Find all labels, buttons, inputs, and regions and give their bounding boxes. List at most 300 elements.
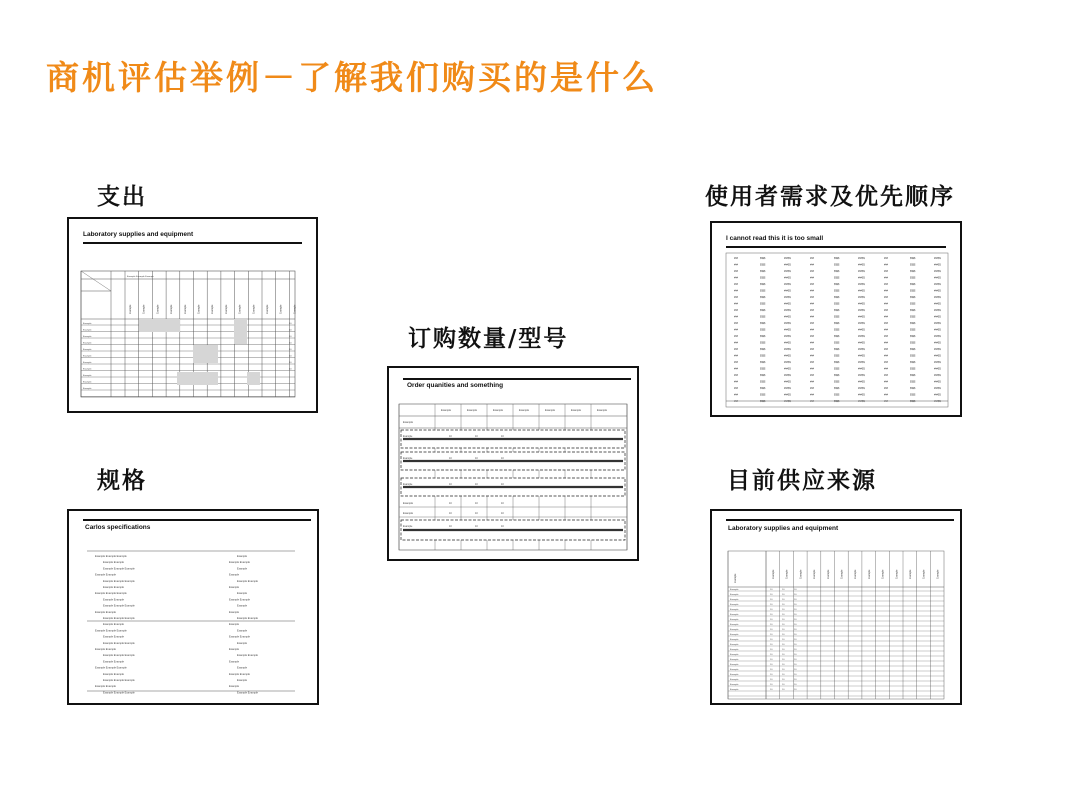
table-cell-text: $$$$: [834, 315, 840, 319]
table-cell-text: 10: [782, 614, 785, 617]
table-cell-text: ###: [734, 341, 738, 345]
table-cell-text: Example Example Example: [103, 567, 135, 571]
table-cell-text: ###$$: [858, 328, 865, 332]
table-cell-text: ###$$: [858, 361, 865, 364]
table-cell-text: $$$$: [760, 263, 766, 267]
table-cell-text: 10: [501, 512, 504, 515]
table-cell-text: Example: [183, 304, 187, 314]
shaded-cell: [177, 372, 218, 385]
table-cell-text: $$$$: [910, 315, 916, 319]
table-cell-text: Example: [730, 659, 739, 662]
table-cell-text: $$$$: [910, 263, 916, 267]
table-cell-text: Example: [730, 669, 739, 672]
table-cell-text: 10: [794, 589, 797, 592]
table-cell-text: Example: [83, 381, 92, 384]
table-cell-text: Example: [229, 660, 240, 664]
table-line: [81, 271, 111, 291]
table-cell-text: Example: [83, 329, 92, 332]
table-cell-text: Example: [730, 619, 739, 622]
slide-title: 商机评估举例－了解我们购买的是什么: [46, 58, 658, 97]
table-cell-text: $$$$: [834, 387, 840, 390]
table-cell-text: Example Example: [103, 635, 124, 639]
table-cell-text: Example Example: [237, 617, 258, 620]
table-cell-text: ###$$: [934, 309, 941, 312]
table-cell-text: 10: [501, 502, 504, 505]
table-cell-text: ###$$: [858, 335, 865, 338]
sources-thumbnail-title: Laboratory supplies and equipment: [728, 525, 839, 532]
table-cell-text: Example: [129, 304, 132, 314]
table-cell-text: ###: [734, 309, 738, 312]
table-cell-text: 10: [770, 629, 773, 632]
table-cell-text: 10: [770, 654, 773, 657]
table-cell-text: 10: [501, 483, 504, 486]
table-cell-text: Example: [403, 483, 413, 486]
table-cell-text: Example: [730, 599, 739, 602]
table-cell-text: ###$$: [858, 393, 865, 397]
table-cell-text: 10: [289, 329, 292, 332]
table-cell-text: 10: [794, 634, 797, 637]
label-user-needs: 使用者需求及优先顺序: [705, 183, 955, 210]
table-cell-text: ###: [734, 335, 738, 338]
table-cell-text: Example Example Example: [95, 592, 127, 596]
table-cell-text: ###: [810, 400, 814, 403]
table-cell-text: 10: [782, 599, 785, 602]
table-cell-text: 10: [770, 614, 773, 617]
table-cell-text: ###: [810, 289, 814, 293]
table-cell-text: 10: [501, 457, 504, 460]
table-cell-text: ###$$: [934, 400, 941, 403]
table-cell-text: 10: [794, 689, 797, 692]
table-cell-text: ###$$: [858, 354, 865, 358]
table-cell-text: ###: [734, 367, 738, 371]
table-cell-text: ###: [810, 322, 814, 325]
table-cell-text: 10: [794, 654, 797, 657]
table-cell-text: Example: [238, 304, 242, 314]
table-cell-text: ###: [810, 263, 814, 267]
table-cell-text: ###$$: [858, 296, 865, 299]
table-cell-text: 10: [794, 684, 797, 687]
table-cell-text: Example Example: [229, 598, 250, 602]
table-cell-text: ###$$: [934, 348, 941, 351]
table-cell-text: 10: [770, 684, 773, 687]
table-cell-text: ###: [884, 257, 888, 260]
table-cell-text: Example Example: [95, 610, 116, 614]
table-cell-text: Example: [83, 388, 92, 390]
table-cell-text: ###$$: [784, 367, 791, 371]
table-cell-text: Example Example: [103, 672, 124, 676]
table-cell-text: 10: [475, 435, 478, 438]
table-cell-text: $$$$: [910, 302, 916, 306]
table-cell-text: Example: [229, 685, 240, 689]
table-cell-text: ###$$: [934, 257, 941, 260]
table-cell-text: Example: [730, 634, 739, 637]
table-cell-text: 10: [782, 594, 785, 597]
table-cell-text: ###: [884, 328, 888, 332]
table-cell-text: 10: [770, 604, 773, 607]
table-cell-text: $$$$: [760, 335, 766, 338]
table-cell-text: 10: [501, 525, 504, 528]
table-cell-text: 10: [794, 679, 797, 682]
table-cell-text: ###: [884, 361, 888, 364]
table-cell-text: Example: [730, 684, 739, 687]
table-cell-text: ###: [884, 367, 888, 371]
table-cell-text: ###$$: [934, 302, 941, 306]
table-cell-text: ###: [884, 296, 888, 299]
table-cell-text: 10: [770, 609, 773, 612]
table-cell-text: Example: [229, 648, 240, 651]
table-cell-text: ###$$: [934, 335, 941, 338]
table-cell-text: 10: [782, 604, 785, 607]
specs-thumbnail: [67, 509, 319, 705]
table-cell-text: ###: [810, 302, 814, 306]
label-expenses: 支出: [97, 183, 147, 210]
table-cell-text: $$$$: [834, 270, 840, 273]
table-cell-text: $$$$: [910, 367, 916, 371]
table-cell-text: $$$$: [834, 393, 840, 397]
table-cell-text: 10: [794, 629, 797, 632]
table-cell-text: 10: [794, 639, 797, 642]
table-cell-text: ###: [734, 374, 738, 377]
table-cell-text: ###$$: [784, 341, 791, 345]
table-cell-text: $$$$: [834, 283, 840, 286]
table-cell-text: 10: [782, 664, 785, 667]
specs-table-graphic: [69, 511, 317, 703]
table-cell-text: Example: [211, 304, 215, 314]
table-cell-text: $$$$: [834, 361, 840, 364]
table-cell-text: ###$$: [858, 302, 865, 306]
table-cell-text: ###$$: [784, 387, 791, 390]
table-cell-text: 10: [770, 589, 773, 592]
table-cell-text: ###: [734, 315, 738, 319]
table-cell-text: Example: [854, 569, 858, 579]
table-cell-text: 10: [770, 599, 773, 602]
table-cell-text: Example: [237, 592, 248, 596]
table-cell-text: Example: [83, 362, 92, 364]
shaded-cell: [234, 319, 247, 344]
table-cell-text: ###: [734, 283, 738, 286]
table-cell-text: 10: [782, 659, 785, 662]
table-cell-text: Example: [597, 409, 608, 412]
table-cell-text: ###$$: [934, 393, 941, 397]
table-cell-text: ###: [810, 276, 814, 280]
table-cell-text: $$$$: [910, 374, 916, 377]
table-cell-text: Example Example: [95, 685, 116, 689]
table-cell-text: Example: [142, 304, 146, 314]
table-cell-text: Example: [229, 610, 240, 614]
table-cell-text: Example: [730, 649, 739, 652]
table-cell-text: 10: [794, 609, 797, 612]
table-cell-text: ###$$: [934, 380, 941, 384]
table-cell-text: 10: [782, 619, 785, 622]
table-cell-text: $$$$: [834, 367, 840, 371]
table-cell-text: 10: [770, 634, 773, 637]
table-cell-text: 10: [770, 669, 773, 672]
table-cell-text: ###$$: [934, 270, 941, 273]
expenses-thumbnail-title: Laboratory supplies and equipment: [83, 231, 194, 238]
table-cell-text: ###$$: [934, 374, 941, 377]
table-cell-text: $$$$: [910, 257, 916, 260]
table-cell-text: $$$$: [760, 270, 766, 273]
table-cell-text: ###$$: [784, 361, 791, 364]
table-cell-text: $$$$: [834, 309, 840, 312]
table-cell-text: ###$$: [858, 380, 865, 384]
table-cell-text: 10: [794, 604, 797, 607]
table-cell-text: Example: [922, 569, 926, 579]
table-cell-text: ###: [884, 400, 888, 403]
table-cell-text: Example: [730, 679, 739, 682]
table-cell-text: ###: [884, 380, 888, 384]
table-cell-text: $$$$: [910, 361, 916, 364]
table-cell-text: $$$$: [910, 387, 916, 390]
table-cell-text: Example: [403, 435, 413, 438]
table-cell-text: $$$$: [760, 309, 766, 312]
expenses-thumbnail: [67, 217, 318, 413]
table-cell-text: 10: [475, 483, 478, 486]
table-cell-text: 10: [449, 502, 452, 505]
table-cell-text: 10: [794, 614, 797, 617]
table-cell-text: 10: [782, 624, 785, 627]
table-cell-text: Example: [734, 573, 737, 583]
table-cell-text: $$$$: [760, 387, 766, 390]
table-cell-text: $$$$: [760, 341, 766, 345]
table-cell-text: ###$$: [784, 309, 791, 312]
table-cell-text: ###: [810, 257, 814, 260]
table-cell-text: 10: [770, 639, 773, 642]
table-cell-text: ###$$: [934, 361, 941, 364]
expenses-table-graphic: [69, 219, 316, 411]
table-cell-text: Example: [799, 569, 803, 579]
table-cell-text: Example: [730, 609, 739, 612]
table-cell-text: ###$$: [934, 328, 941, 332]
table-cell-text: Example: [156, 304, 160, 314]
shaded-cell: [139, 319, 180, 332]
table-cell-text: $$$$: [834, 276, 840, 280]
table-cell-text: $$$$: [760, 400, 766, 403]
table-cell-text: Example Example: [103, 623, 124, 627]
table-cell-text: Example: [403, 525, 413, 528]
table-cell-text: ###$$: [934, 289, 941, 293]
table-cell-text: 10: [794, 619, 797, 622]
table-cell-text: $$$$: [834, 380, 840, 384]
user-needs-table-graphic: [712, 223, 960, 415]
table-cell-text: Example Example Example: [103, 641, 135, 645]
table-cell-text: ###$$: [858, 276, 865, 280]
table-cell-text: 10: [449, 435, 452, 438]
table-cell-text: ###: [734, 289, 738, 293]
table-cell-text: $$$$: [834, 354, 840, 358]
table-cell-text: 10: [475, 512, 478, 515]
table-cell-text: Example: [83, 368, 92, 371]
table-cell-text: $$$$: [910, 289, 916, 293]
table-cell-text: $$$$: [834, 335, 840, 338]
table-cell-text: 10: [770, 649, 773, 652]
table-cell-text: $$$$: [910, 400, 916, 403]
table-cell-text: Example: [237, 567, 248, 571]
table-cell-text: $$$$: [834, 289, 840, 293]
label-specs: 规格: [97, 467, 147, 494]
table-cell-text: 10: [449, 483, 452, 486]
table-cell-text: ###$$: [784, 257, 791, 260]
table-cell-text: ###: [884, 341, 888, 345]
table-cell-text: Example: [229, 623, 240, 627]
table-cell-text: Example: [772, 569, 775, 579]
table-cell-text: $$$$: [834, 328, 840, 332]
table-cell-text: $$$$: [760, 283, 766, 286]
order-thumbnail-title: Order quanities and something: [407, 382, 504, 389]
table-cell-text: 10: [782, 649, 785, 652]
table-cell-text: ###$$: [934, 315, 941, 319]
table-cell-text: ###: [884, 354, 888, 358]
table-cell-text: ###: [810, 348, 814, 351]
table-cell-text: ###: [734, 354, 738, 358]
table-cell-text: ###$$: [784, 270, 791, 273]
table-cell-text: Example: [730, 674, 739, 677]
table-cell-text: 10: [449, 525, 452, 528]
table-cell-text: 10: [782, 639, 785, 642]
table-cell-text: Example: [83, 375, 92, 377]
table-cell-text: $$$$: [760, 322, 766, 325]
table-cell-text: Example: [83, 349, 92, 351]
table-cell-text: Example: [493, 409, 504, 412]
table-cell-text: Example: [170, 304, 174, 314]
table-cell-text: ###$$: [858, 387, 865, 390]
table-cell-text: 10: [770, 659, 773, 662]
table-cell-text: Example: [403, 512, 414, 515]
table-cell-text: ###$$: [934, 341, 941, 345]
table-cell-text: $$$$: [760, 296, 766, 299]
table-cell-text: 10: [475, 525, 478, 528]
shaded-cell: [193, 345, 218, 363]
table-cell-text: $$$$: [760, 257, 766, 260]
table-cell-text: Example: [403, 502, 414, 505]
table-cell-text: Example: [909, 569, 912, 579]
shaded-cell: [247, 372, 260, 385]
table-cell-text: Example Example Example: [103, 654, 135, 658]
table-cell-text: ###$$: [934, 276, 941, 280]
table-cell-text: 10: [289, 336, 292, 338]
table-cell-text: $$$$: [760, 348, 766, 351]
table-cell-text: 10: [449, 457, 452, 460]
table-cell-text: $$$$: [760, 380, 766, 384]
table-cell-text: $$$$: [760, 367, 766, 371]
table-cell-text: ###$$: [858, 309, 865, 312]
table-cell-text: $$$$: [910, 322, 916, 325]
table-cell-text: 10: [782, 674, 785, 677]
table-cell-text: 10: [794, 594, 797, 597]
table-cell-text: Example: [730, 624, 739, 627]
table-cell-text: ###: [734, 263, 738, 267]
table-cell-text: 10: [794, 649, 797, 652]
table-cell-text: ###: [734, 257, 738, 260]
table-cell-text: ###: [734, 276, 738, 280]
table-cell-text: ###: [810, 361, 814, 364]
table-cell-text: ###: [734, 270, 738, 273]
table-cell-text: ###: [810, 380, 814, 384]
table-cell-text: Example Example Example: [95, 629, 127, 633]
sources-table-graphic: [712, 511, 960, 703]
table-cell-text: $$$$: [760, 361, 766, 364]
table-cell-text: ###: [734, 393, 738, 397]
table-cell-text: Example: [266, 304, 269, 314]
table-cell-text: 10: [501, 435, 504, 438]
table-cell-text: 10: [770, 664, 773, 667]
table-cell-text: Example Example: [237, 691, 258, 695]
table-cell-text: ###: [884, 283, 888, 286]
table-cell-text: ###$$: [784, 328, 791, 332]
table-cell-text: Example: [519, 409, 530, 412]
table-cell-text: ###: [810, 309, 814, 312]
table-cell-text: Example: [730, 639, 739, 642]
table-cell-text: Example: [197, 304, 201, 314]
table-cell-text: ###: [810, 335, 814, 338]
table-cell-text: 10: [770, 619, 773, 622]
table-cell-text: Example Example Example: [103, 679, 135, 682]
table-cell-text: $$$$: [910, 335, 916, 338]
table-cell-text: 10: [770, 689, 773, 692]
table-cell-text: ###: [884, 335, 888, 338]
order-quantity-thumbnail: [387, 366, 639, 561]
table-cell-text: ###: [884, 387, 888, 390]
table-cell-text: Example: [237, 629, 248, 633]
table-cell-text: $$$$: [760, 276, 766, 280]
table-cell-text: 10: [794, 659, 797, 662]
table-cell-text: ###$$: [784, 380, 791, 384]
table-cell-text: ###$$: [934, 354, 941, 358]
table-cell-text: ###$$: [858, 374, 865, 377]
table-cell-text: 10: [782, 589, 785, 592]
table-cell-text: Example: [571, 409, 582, 412]
table-cell-text: $$$$: [834, 400, 840, 403]
table-cell-text: $$$$: [910, 354, 916, 358]
table-cell-text: ###: [810, 387, 814, 390]
table-cell-text: ###$$: [858, 289, 865, 293]
table-cell-text: ###$$: [934, 296, 941, 299]
table-cell-text: ###: [810, 296, 814, 299]
table-cell-text: Example: [826, 569, 830, 579]
table-cell-text: Example: [730, 664, 739, 667]
table-cell-text: $$$$: [760, 289, 766, 293]
table-cell-text: 10: [794, 669, 797, 672]
table-cell-text: Example Example: [103, 660, 124, 664]
table-cell-text: 10: [782, 689, 785, 692]
table-cell-text: 10: [770, 594, 773, 597]
table-cell-text: Example: [237, 555, 248, 558]
table-cell-text: ###: [734, 322, 738, 325]
table-cell-text: ###: [734, 387, 738, 390]
table-cell-text: 10: [782, 629, 785, 632]
table-cell-text: ###: [734, 302, 738, 306]
table-cell-text: ###$$: [784, 263, 791, 267]
table-cell-text: 10: [449, 512, 452, 515]
table-cell-text: Example Example Example: [95, 555, 127, 558]
table-cell-text: ###: [810, 328, 814, 332]
table-cell-text: 10: [782, 644, 785, 647]
table-cell-text: Example: [730, 654, 739, 657]
table-cell-text: Example: [730, 644, 739, 647]
table-cell-text: 10: [475, 502, 478, 505]
table-cell-text: $$$$: [834, 322, 840, 325]
table-cell-text: Example Example: [103, 586, 124, 589]
table-cell-text: Example: [83, 355, 92, 358]
table-cell-text: ###$$: [858, 400, 865, 403]
table-cell-text: ###$$: [784, 335, 791, 338]
table-cell-text: ###: [884, 322, 888, 325]
table-cell-text: 10: [782, 654, 785, 657]
table-cell-text: Example Example: [229, 561, 250, 565]
table-cell-text: ###$$: [858, 283, 865, 286]
table-cell-text: 10: [289, 368, 292, 371]
table-cell-text: 10: [782, 609, 785, 612]
